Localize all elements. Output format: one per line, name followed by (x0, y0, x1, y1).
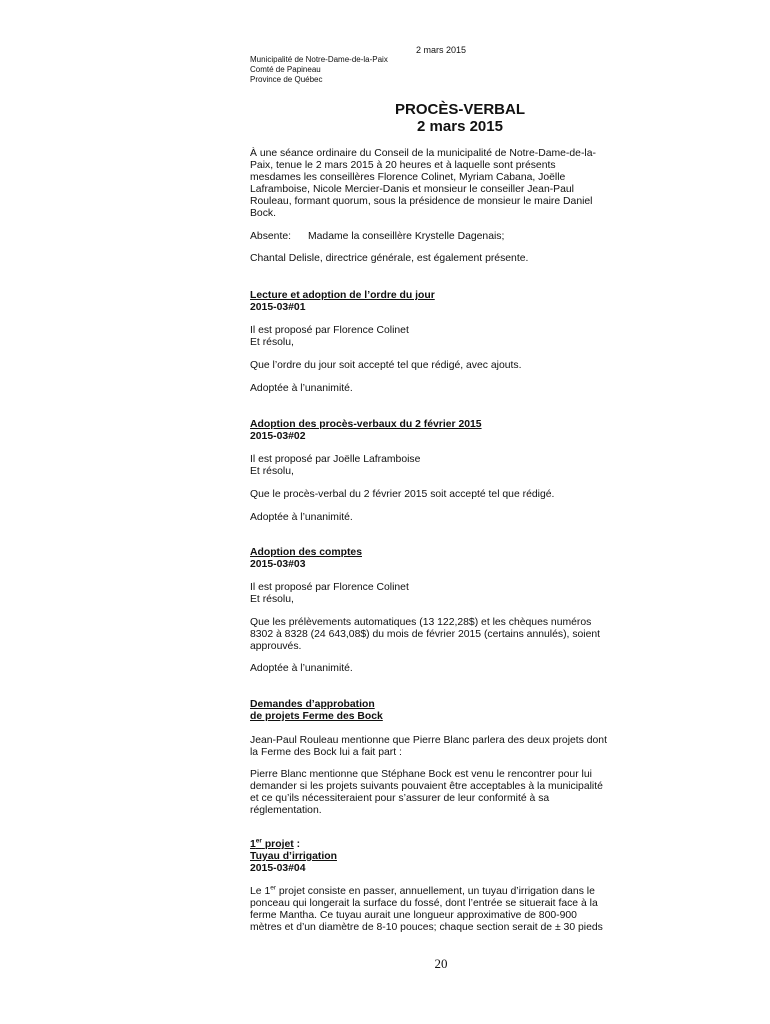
resolved: Et résolu, (250, 466, 294, 477)
paragraph-line: mètres et d’un diamètre de 8-10 pouces; chaque section serait de ± 30 pieds (250, 922, 603, 933)
absent-label: Absente: (250, 231, 292, 242)
paragraph-line: réglementation. (250, 805, 322, 816)
document-title (250, 101, 670, 135)
proposal-block (250, 454, 670, 478)
projet-word: projet (264, 839, 294, 850)
adopted-line: Adoptée à l’unanimité. (250, 383, 353, 394)
province-name: Province de Québec (250, 75, 323, 84)
title-line2: 2 mars 2015 (417, 118, 503, 135)
resolution-line: approuvés. (250, 641, 302, 652)
intro-line: Bock. (250, 208, 276, 219)
county-name: Comté de Papineau (250, 65, 321, 74)
resolution-code: 2015-03#03 (250, 559, 306, 570)
adopted-line: Adoptée à l’unanimité. (250, 663, 353, 674)
intro-line: Rouleau, formant quorum, sous la présidence de monsieur le maire Daniel (250, 196, 593, 207)
first-prefix: Le 1 (250, 886, 271, 897)
projet-sup: er (255, 837, 262, 845)
absent-text: Madame la conseillère Krystelle Dagenais; (308, 231, 505, 242)
section-title: Adoption des comptes (250, 547, 362, 558)
intro-line: Paix, tenue le 2 mars 2015 à 20 heures et à laquelle sont présents (250, 160, 556, 171)
proposed-by: Il est proposé par Joëlle Laframboise (250, 454, 421, 465)
section-title: Adoption des procès-verbaux du 2 février 2015 (250, 419, 482, 430)
first-rest: projet consiste en passer, annuellement, un tuyau d’irrigation dans le (276, 886, 595, 897)
paragraph-line (250, 886, 670, 898)
proposed-by: Il est proposé par Florence Colinet (250, 582, 409, 593)
resolution-code: 2015-03#04 (250, 863, 306, 874)
projet-number: 1 (250, 839, 256, 850)
page-number: 20 (434, 956, 448, 971)
intro-line: mesdames les conseillères Florence Colinet, Myriam Cabana, Joëlle (250, 172, 566, 183)
paragraph-line: la Ferme des Bock lui a fait part : (250, 747, 402, 758)
resolved: Et résolu, (250, 594, 294, 605)
resolution-text (250, 617, 670, 653)
municipality-name: Municipalité de Notre-Dame-de-la-Paix (250, 55, 388, 64)
projet-paragraph (250, 886, 670, 934)
paragraph-line: Jean-Paul Rouleau mentionne que Pierre Blanc parlera des deux projets dont (250, 735, 607, 746)
projet-heading (250, 839, 300, 851)
resolution-line: 8302 à 8328 (24 643,08$) du mois de février 2015 (certains annulés), soient (250, 629, 601, 640)
paragraph-line: ferme Mantha. Ce tuyau aurait une longueur approximative de 800-900 (250, 910, 577, 921)
proposed-by: Il est proposé par Florence Colinet (250, 325, 409, 336)
projet-colon: : (293, 839, 301, 850)
proposal-block (250, 325, 670, 349)
resolution-text (250, 489, 670, 501)
resolution-text (250, 360, 670, 372)
paragraph-line: ponceau qui longerait la surface du fossé, dont l’entrée se situerait face à la (250, 898, 598, 909)
projet-label (250, 839, 294, 850)
resolution-code: 2015-03#01 (250, 302, 306, 313)
resolution-code: 2015-03#02 (250, 431, 306, 442)
paragraph-line: demander si les projets suivants pouvaient être acceptables à la municipalité (250, 781, 603, 792)
ferme-paragraph-1 (250, 735, 670, 759)
section-title: Lecture et adoption de l’ordre du jour (250, 290, 435, 301)
director-line: Chantal Delisle, directrice générale, est également présente. (250, 253, 529, 264)
first-sup: er (270, 884, 277, 892)
proposal-block (250, 582, 670, 606)
intro-line: À une séance ordinaire du Conseil de la municipalité de Notre-Dame-de-la- (250, 148, 596, 159)
resolution-line: Que le procès-verbal du 2 février 2015 soit accepté tel que rédigé. (250, 489, 555, 500)
letterhead (250, 55, 388, 85)
intro-paragraph (250, 148, 670, 220)
section-title: de projets Ferme des Bock (250, 711, 383, 722)
section-title: Demandes d’approbation (250, 699, 375, 710)
title-line1: PROCÈS-VERBAL (394, 101, 525, 118)
resolution-line: Que l’ordre du jour soit accepté tel que rédigé, avec ajouts. (250, 360, 522, 371)
adopted-line: Adoptée à l’unanimité. (250, 512, 353, 523)
paragraph-line: et ce qu’ils nécessiteraient pour s’assurer de leur conformité à sa (250, 793, 550, 804)
paragraph-line: Pierre Blanc mentionne que Stéphane Bock est venu le rencontrer pour lui (250, 769, 592, 780)
resolution-line: Que les prélèvements automatiques (13 122,28$) et les chèques numéros (250, 617, 592, 628)
resolved: Et résolu, (250, 337, 294, 348)
ferme-paragraph-2 (250, 769, 670, 817)
absent-line (250, 231, 670, 243)
intro-line: Laframboise, Nicole Mercier-Danis et monsieur le conseiller Jean-Paul (250, 184, 574, 195)
header-date: 2 mars 2015 (415, 45, 467, 55)
section-title: Tuyau d’irrigation (250, 851, 337, 862)
